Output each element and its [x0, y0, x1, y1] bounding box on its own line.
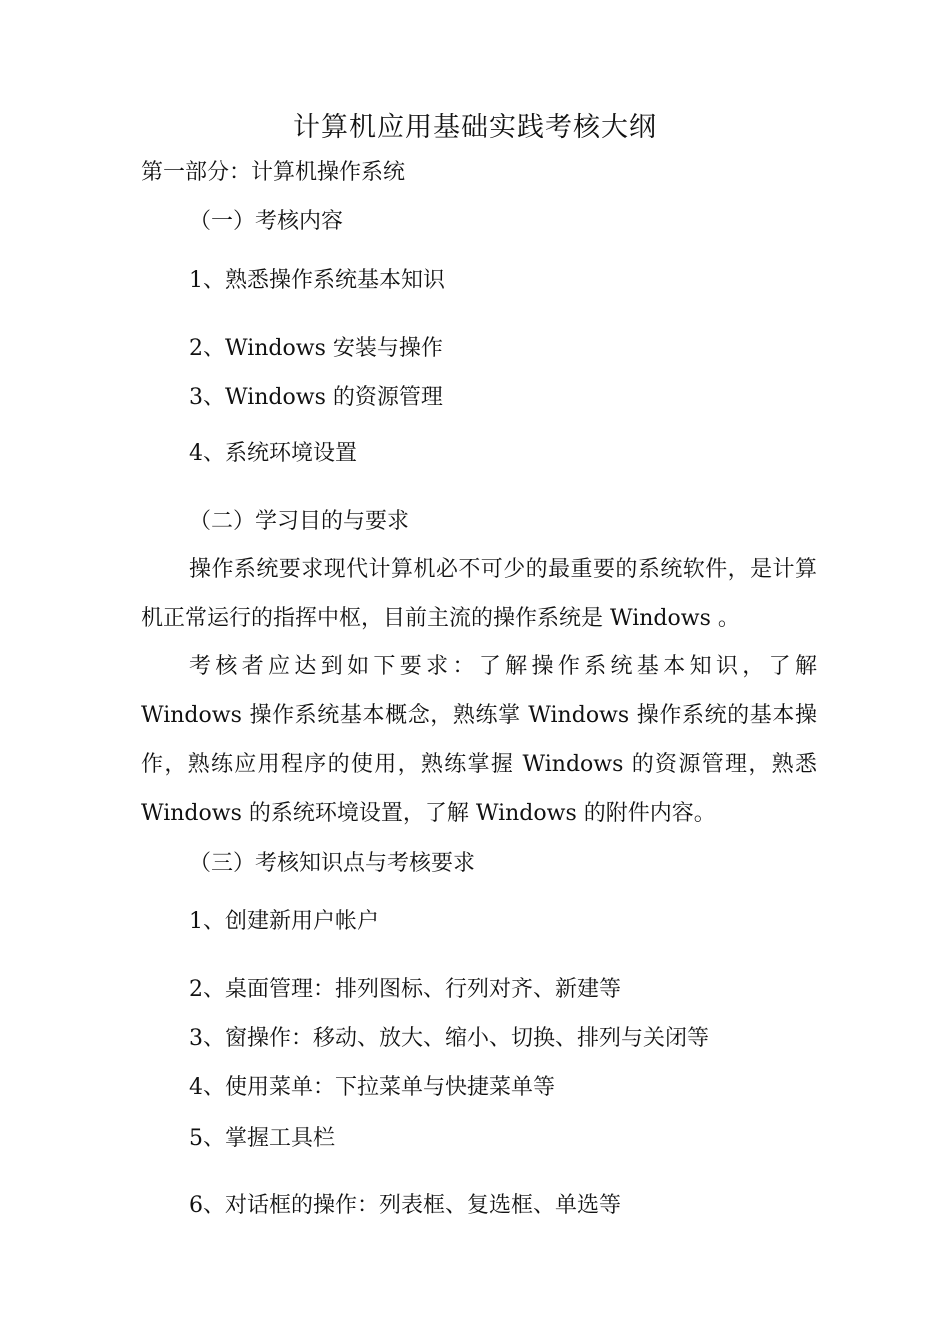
- section2-paragraph-2: 考核者应达到如下要求：了解操作系统基本知识，了解 Windows 操作系统基本概念，熟练掌 Windows 操作系统的基本操作，熟练应用程序的使用，熟练掌握 Windows 的资源管理，熟悉 Windows 的系统环境设置，了解 Windows 的附件内容。: [141, 654, 817, 826]
- section2-paragraph-1: 操作系统要求现代计算机必不可少的最重要的系统软件，是计算机正常运行的指挥中枢，目前主流的操作系统是 Windows 。: [141, 557, 817, 631]
- section1-heading: （一）考核内容: [189, 209, 344, 234]
- part-heading: 第一部分：计算机操作系统: [141, 160, 406, 185]
- section3-heading: （三）考核知识点与考核要求: [189, 851, 476, 876]
- document-title: 计算机应用基础实践考核大纲: [293, 112, 657, 143]
- section3-item-4: 4、使用菜单：下拉菜单与快捷菜单等: [189, 1075, 555, 1100]
- section3-item-3: 3、窗操作：移动、放大、缩小、切换、排列与关闭等: [189, 1026, 709, 1051]
- section3-item-6: 6、对话框的操作：列表框、复选框、单选等: [189, 1193, 621, 1218]
- section2-heading: （二）学习目的与要求: [189, 509, 410, 534]
- section3-item-2: 2、桌面管理：排列图标、行列对齐、新建等: [189, 977, 621, 1002]
- section1-item-1: 1、熟悉操作系统基本知识: [189, 268, 445, 293]
- section3-item-5: 5、掌握工具栏: [189, 1126, 335, 1151]
- section1-item-3: 3、Windows 的资源管理: [189, 385, 443, 410]
- section1-item-4: 4、系统环境设置: [189, 441, 357, 466]
- section1-item-2: 2、Windows 安装与操作: [189, 336, 443, 361]
- section3-item-1: 1、创建新用户帐户: [189, 909, 379, 934]
